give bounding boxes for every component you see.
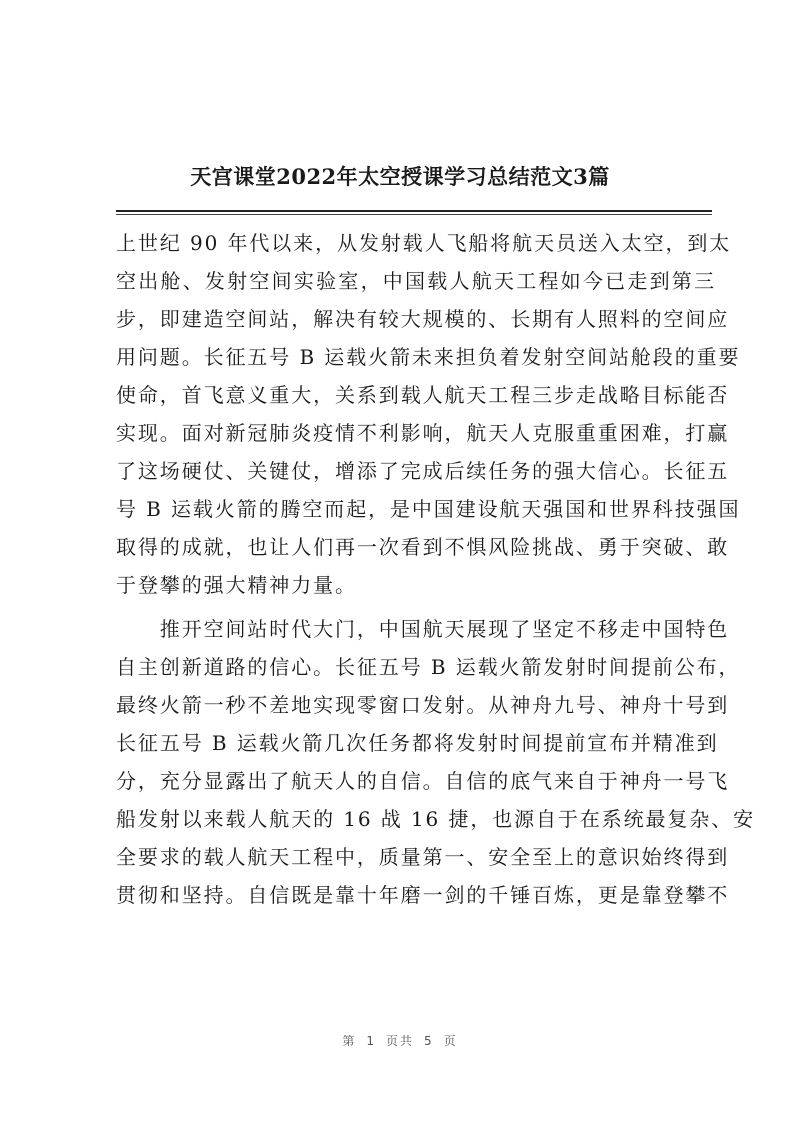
text-line: 自主创新道路的信心。长征五号 B 运载火箭发射时间提前公布，: [116, 655, 741, 679]
text-line: 推开空间站时代大门，中国航天展现了坚定不移走中国特色: [116, 617, 730, 641]
text-line: 上世纪 90 年代以来，从发射载人飞船将航天员送入太空，到太: [116, 231, 732, 255]
text-line: 最终火箭一秒不差地实现零窗口发射。从神舟九号、神舟十号到: [116, 693, 730, 717]
text-line: 船发射以来载人航天的 16 战 16 捷，也源自于在系统最复杂、安: [116, 807, 756, 831]
text-line: 长征五号 B 运载火箭几次任务都将发射时间提前宣布并精准到: [116, 731, 719, 755]
text-line: 号 B 运载火箭的腾空而起，是中国建设航天强国和世界科技强国: [116, 497, 741, 521]
footer-suffix: 页: [443, 1034, 458, 1048]
title-rule-thin: [116, 214, 712, 215]
document-body: [116, 224, 756, 914]
text-line: 使命，首飞意义重大，关系到载人航天工程三步走战略目标能否: [116, 383, 730, 407]
text-line: 全要求的载人航天工程中，质量第一、安全至上的意识始终得到: [116, 845, 730, 869]
page-footer: [0, 1032, 800, 1049]
text-line: 步，即建造空间站，解决有较大规模的、长期有人照料的空间应: [116, 307, 730, 331]
text-line: 贯彻和坚持。自信既是靠十年磨一剑的千锤百炼，更是靠登攀不: [116, 883, 730, 907]
footer-page-number: 1: [366, 1034, 376, 1048]
footer-prefix: 第: [342, 1034, 357, 1048]
text-line: 于登攀的强大精神力量。: [116, 573, 357, 597]
paragraph-1: [116, 224, 741, 604]
document-title: 天宫课堂2022年太空授课学习总结范文3篇: [190, 164, 610, 189]
paragraph-2: [116, 610, 756, 914]
text-line: 取得的成就，也让人们再一次看到不惧风险挑战、勇于突破、敢: [116, 535, 730, 559]
text-line: 实现。面对新冠肺炎疫情不利影响，航天人克服重重困难，打赢: [116, 421, 730, 445]
title-rule-thick: [116, 210, 712, 212]
text-line: 用问题。长征五号 B 运载火箭未来担负着发射空间站舱段的重要: [116, 345, 741, 369]
text-line: 了这场硬仗、关键仗，增添了完成后续任务的强大信心。长征五: [116, 459, 730, 483]
text-line: 分，充分显露出了航天人的自信。自信的底气来自于神舟一号飞: [116, 769, 730, 793]
footer-middle: 页共: [385, 1034, 414, 1048]
footer-total-pages: 5: [424, 1034, 434, 1048]
text-line: 空出舱、发射空间实验室，中国载人航天工程如今已走到第三: [116, 269, 716, 293]
